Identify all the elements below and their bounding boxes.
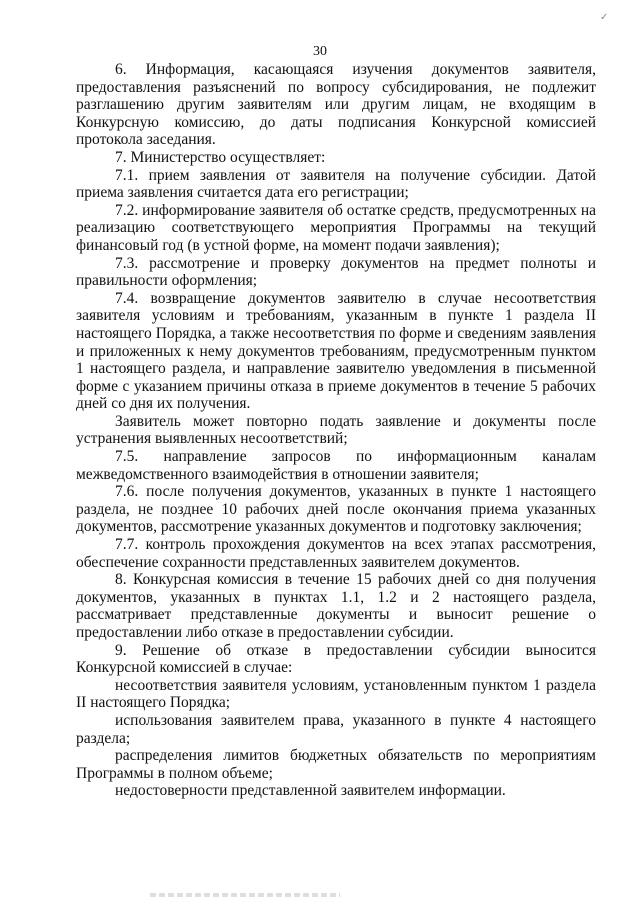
refusal-reason-2: использования заявителем права, указанного в пункте 4 настоящего раздела; <box>76 711 596 747</box>
paragraph-9: 9. Решение об отказе в предоставлении субсидии выносится Конкурсной комиссией в случае: <box>76 641 596 677</box>
paragraph-7-1: 7.1. прием заявления от заявителя на получение субсидии. Датой приема заявления считается дата его регистрации; <box>76 166 596 202</box>
scan-footer-artifact <box>150 893 340 897</box>
refusal-reason-3: распределения лимитов бюджетных обязательств по мероприятиям Программы в полном объеме; <box>76 747 596 782</box>
paragraph-7-3: 7.3. рассмотрение и проверку документов на предмет полноты и правильности оформления; <box>76 254 596 290</box>
paragraph-6: 6. Информация, касающаяся изучения документов заявителя, предоставления разъяснений по вопросу субсидирования, не подлежит разглашению другим заявителям или другим лицам, не входящим в Конкурсную комиссию, до даты подписания Конкурсной комиссией протокола заседания. <box>76 61 596 149</box>
paragraph-7-5: 7.5. направление запросов по информационным каналам межведомственного взаимодействия в отношении заявителя; <box>76 448 596 483</box>
paragraph-resubmission: Заявитель может повторно подать заявление и документы после устранения выявленных несоответствий; <box>76 412 596 448</box>
refusal-reason-4: недостоверности представленной заявителем информации. <box>115 782 506 800</box>
paragraph-7-2: 7.2. информирование заявителя об остатке средств, предусмотренных на реализацию соответствующего мероприятия Программы на текущий финансовый год (в устной форме, на момент подачи заявления); <box>76 201 596 254</box>
document-body <box>76 61 596 800</box>
paragraph-8: 8. Конкурсная комиссия в течение 15 рабочих дней со дня получения документов, указанных в пунктах 1.1, 1.2 и 2 настоящего раздела, рассматривает представленные документы и выносит решение о предоставлении либо отказе в предоставлении субсидии. <box>76 571 596 641</box>
paragraph-7-7: 7.7. контроль прохождения документов на всех этапах рассмотрения, обеспечение сохранности представленных заявителем документов. <box>76 536 596 571</box>
paragraph-7-4: 7.4. возвращение документов заявителю в случае несоответствия заявителя условиям и требованиям, указанным в пункте 1 раздела II настоящего Порядка, а также несоответствия по форме и сведениям заявления и приложенных к нему документов требованиям, предусмотренным пунктом 1 настоящего раздела, и направление заявителю уведомления в письменной форме с указанием причины отказа в приеме документов в течение 5 рабочих дней со дня их получения. <box>76 289 596 413</box>
scan-corner-mark: ✓ <box>600 12 609 23</box>
page-number: 30 <box>313 44 327 59</box>
paragraph-7: 7. Министерство осуществляет: <box>115 148 326 166</box>
refusal-reason-1: несоответствия заявителя условиям, установленным пунктом 1 раздела II настоящего Порядка; <box>76 676 596 712</box>
paragraph-7-6: 7.6. после получения документов, указанных в пункте 1 настоящего раздела, не позднее 10 рабочих дней после окончания приема указанных документов, рассмотрение указанных документов и подготовку заключения; <box>76 483 596 536</box>
